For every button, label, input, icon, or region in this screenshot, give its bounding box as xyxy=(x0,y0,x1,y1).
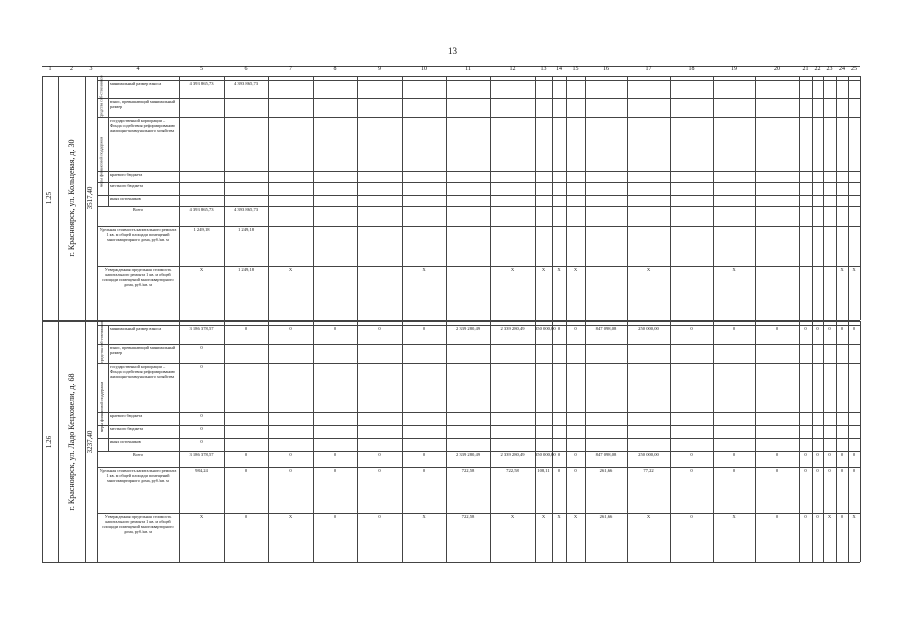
column-number: 12 xyxy=(509,66,516,72)
table-cell: 261,66 xyxy=(599,514,613,519)
rule-line xyxy=(670,76,671,320)
group-own-funds: средства соб-ственников xyxy=(98,74,104,117)
table-cell: 1 249,18 xyxy=(237,227,255,232)
row-label: краевого бюджета xyxy=(110,172,143,177)
table-cell: X xyxy=(288,267,293,272)
rule-line xyxy=(85,76,86,320)
table-cell: 0 xyxy=(852,326,856,331)
row-label: минимальный размер взноса xyxy=(110,326,162,331)
rule-line xyxy=(42,66,860,67)
rule-line xyxy=(97,117,860,118)
table-cell: 0 xyxy=(852,452,856,457)
table-cell: X xyxy=(199,514,204,519)
rule-line xyxy=(179,321,180,562)
column-number: 19 xyxy=(731,66,737,72)
rule-line xyxy=(108,325,109,451)
table-cell: X xyxy=(852,514,856,519)
table-cell: 0 xyxy=(574,452,577,457)
rule-line xyxy=(224,76,225,320)
rule-line xyxy=(97,117,108,118)
table-cell: 77,22 xyxy=(643,468,654,473)
table-cell: 722,58 xyxy=(461,514,475,519)
rule-line xyxy=(97,182,860,183)
row-label: местного бюджета xyxy=(110,183,144,188)
table-cell: 847 098,08 xyxy=(595,452,617,457)
column-number: 9 xyxy=(378,66,381,72)
table-cell: 3 186 378,57 xyxy=(189,452,214,457)
column-number: 7 xyxy=(289,66,292,72)
table-cell: X xyxy=(840,267,844,272)
rule-line xyxy=(97,80,860,81)
rule-line xyxy=(848,76,849,320)
table-cell: 0 xyxy=(422,468,426,473)
table-cell: 0 xyxy=(775,326,779,331)
table-cell: 1 249,18 xyxy=(193,227,210,232)
rule-line xyxy=(755,321,756,562)
table-cell: 250 000,00 xyxy=(638,452,659,457)
table-cell: 0 xyxy=(804,514,807,519)
table-cell: 2 339 280,49 xyxy=(455,452,481,457)
table-cell: 2 339 280,49 xyxy=(500,326,525,331)
rule-line xyxy=(97,206,860,207)
rule-line xyxy=(97,363,108,364)
table-cell: 1 249,18 xyxy=(237,267,255,272)
row-label: взнос, превышающий минимальный размер xyxy=(110,345,176,355)
page-number: 13 xyxy=(448,46,457,56)
table-cell: X xyxy=(510,267,515,272)
column-number: 2 xyxy=(70,66,73,72)
table-cell: 0 xyxy=(816,468,819,473)
rule-line xyxy=(799,76,800,320)
rule-line xyxy=(755,76,756,320)
table-cell: X xyxy=(573,267,578,272)
table-cell: 0 xyxy=(690,452,693,457)
table-cell: 0 xyxy=(804,452,807,457)
table-cell: 0 xyxy=(557,326,561,331)
rule-line xyxy=(58,321,59,562)
rule-line xyxy=(402,321,403,562)
table-cell: 0 xyxy=(775,452,779,457)
table-cell: X xyxy=(541,514,546,519)
table-cell: 0 xyxy=(200,426,203,431)
column-number: 23 xyxy=(826,66,833,72)
rule-line xyxy=(108,80,109,206)
table-cell: 350 000,00 xyxy=(535,452,556,457)
table-cell: 0 xyxy=(816,452,819,457)
table-cell: 0 xyxy=(244,468,248,473)
rule-line xyxy=(535,76,536,320)
column-number: 3 xyxy=(89,66,93,72)
table-cell: 250 000,00 xyxy=(638,326,659,331)
column-number: 21 xyxy=(802,66,809,72)
row-label: государственной корпорации – Фонда содействия реформированию жилищно-коммунального хозяйства xyxy=(110,364,175,379)
table-cell: X xyxy=(199,267,204,272)
table-cell: 0 xyxy=(816,514,819,519)
table-cell: 0 xyxy=(828,468,831,473)
rule-line xyxy=(552,321,553,562)
table-cell: 0 xyxy=(852,468,856,473)
column-number: 18 xyxy=(688,66,695,72)
table-cell: 0 xyxy=(333,514,337,519)
table-cell: X xyxy=(557,514,561,519)
table-cell: 0 xyxy=(840,514,844,519)
column-number: 22 xyxy=(814,66,821,72)
table-cell: 0 xyxy=(333,452,337,457)
table-cell: 350 000,00 xyxy=(535,326,556,331)
house-address: г. Красноярск, ул. Ладо Кецховели, д. 68 xyxy=(66,373,76,510)
table-cell: 0 xyxy=(816,326,819,331)
rule-line xyxy=(42,562,860,563)
row-number: 1.26 xyxy=(45,435,53,448)
rule-line xyxy=(490,321,491,562)
rule-line xyxy=(713,321,714,562)
table-cell: 0 xyxy=(378,468,381,473)
rule-line xyxy=(823,76,824,320)
row-label: Утвержденная предельная стоимость капитального ремонта 1 кв. м общей площади помещений многоквартирного дома, руб./кв. м xyxy=(102,514,174,534)
rule-line xyxy=(97,320,860,321)
row-label: Всего xyxy=(132,452,144,457)
rule-line xyxy=(97,412,860,413)
column-number: 10 xyxy=(421,66,427,72)
rule-line xyxy=(836,76,837,320)
table-cell: 4 393 865,73 xyxy=(189,81,214,86)
table-cell: 0 xyxy=(804,326,807,331)
column-number: 6 xyxy=(244,66,248,72)
rule-line xyxy=(97,344,860,345)
table-cell: 0 xyxy=(289,468,292,473)
rule-line xyxy=(670,321,671,562)
table-cell: 0 xyxy=(690,326,693,331)
rule-line xyxy=(402,76,403,320)
column-number: 1 xyxy=(48,66,52,72)
table-cell: 0 xyxy=(378,452,381,457)
table-cell: X xyxy=(541,267,546,272)
column-number: 15 xyxy=(572,66,579,72)
rule-line xyxy=(268,76,269,320)
table-cell: 0 xyxy=(422,452,426,457)
table-cell: X xyxy=(646,267,651,272)
row-label: Удельная стоимость капитального ремонта 1 кв. м общей площади помещений многоквартирного дома, руб./кв. м xyxy=(99,227,177,242)
column-number: 14 xyxy=(556,66,562,72)
rule-line xyxy=(585,321,586,562)
rule-line xyxy=(97,321,98,562)
rule-line xyxy=(42,76,860,77)
table-cell: X xyxy=(827,514,832,519)
table-cell: 2 339 280,49 xyxy=(500,452,525,457)
table-cell: 0 xyxy=(244,452,248,457)
column-number: 25 xyxy=(851,66,857,72)
table-cell: 0 xyxy=(840,326,844,331)
table-cell: 0 xyxy=(840,452,844,457)
table-cell: 0 xyxy=(690,468,693,473)
rule-line xyxy=(535,321,536,562)
table-cell: 0 xyxy=(289,452,292,457)
rule-line xyxy=(42,321,43,562)
rule-line xyxy=(566,76,567,320)
rule-line xyxy=(860,321,861,562)
rule-line xyxy=(627,321,628,562)
table-cell: 0 xyxy=(775,468,779,473)
rule-line xyxy=(313,76,314,320)
table-cell: 4 393 865,73 xyxy=(233,207,259,212)
table-cell: 2 339 280,49 xyxy=(455,326,481,331)
rule-line xyxy=(812,76,813,320)
table-cell: 847 098,08 xyxy=(595,326,617,331)
group-support: меры финансовой поддержки xyxy=(98,381,104,433)
table-cell: 0 xyxy=(378,514,381,519)
rule-line xyxy=(42,320,860,321)
rule-line xyxy=(97,451,860,452)
column-number: 11 xyxy=(465,66,471,72)
rule-line xyxy=(97,438,860,439)
table-cell: 0 xyxy=(574,326,577,331)
table-cell: X xyxy=(852,267,856,272)
table-cell: 0 xyxy=(690,514,693,519)
table-cell: 4 393 865,73 xyxy=(233,81,259,86)
table-cell: 0 xyxy=(289,326,292,331)
rule-line xyxy=(823,321,824,562)
row-label: местного бюджета xyxy=(110,426,144,431)
column-number: 17 xyxy=(645,66,652,72)
column-number: 5 xyxy=(200,66,203,72)
table-cell: 984,24 xyxy=(195,468,208,473)
table-cell: X xyxy=(732,514,736,519)
table-cell: 0 xyxy=(200,345,203,350)
rule-line xyxy=(812,321,813,562)
table-cell: 0 xyxy=(333,326,337,331)
table-cell: 0 xyxy=(422,326,426,331)
row-label: иных источников xyxy=(110,439,141,444)
rule-line xyxy=(313,321,314,562)
rule-line xyxy=(860,76,861,320)
table-cell: X xyxy=(557,267,561,272)
rule-line xyxy=(357,321,358,562)
rule-line xyxy=(713,76,714,320)
rule-line xyxy=(268,321,269,562)
table-cell: 0 xyxy=(804,468,807,473)
rule-line xyxy=(446,321,447,562)
rule-line xyxy=(490,76,491,320)
table-cell: 722,58 xyxy=(506,468,519,473)
group-own-funds: средства соб-ственников xyxy=(98,320,104,363)
table-cell: 0 xyxy=(557,468,561,473)
rule-line xyxy=(848,321,849,562)
rule-line xyxy=(97,226,860,227)
table-cell: 0 xyxy=(244,326,248,331)
rule-line xyxy=(97,325,860,326)
rule-line xyxy=(97,195,860,196)
row-label: минимальный размер взноса xyxy=(110,81,162,86)
row-label: Удельная стоимость капитального ремонта 1 кв. м общей площади помещений многоквартирного дома, руб./кв. м xyxy=(99,468,177,483)
row-label: Всего xyxy=(132,207,144,212)
rule-line xyxy=(224,321,225,562)
row-number: 1.25 xyxy=(45,191,53,205)
rule-line xyxy=(42,76,860,77)
group-support: меры финансовой поддержки xyxy=(98,136,104,187)
table-cell: 0 xyxy=(732,452,736,457)
table-cell: 108,11 xyxy=(537,468,550,473)
rule-line xyxy=(97,562,860,563)
table-cell: X xyxy=(422,514,426,519)
table-cell: 0 xyxy=(828,452,831,457)
rule-line xyxy=(97,171,860,172)
rule-line xyxy=(552,76,553,320)
rule-line xyxy=(97,513,860,514)
rule-line xyxy=(42,76,43,320)
table-cell: 0 xyxy=(200,364,203,369)
table-cell: X xyxy=(646,514,651,519)
house-area: 3517,40 xyxy=(86,186,94,210)
rule-line xyxy=(97,467,860,468)
rule-line xyxy=(799,321,800,562)
table-cell: 0 xyxy=(333,468,337,473)
column-number: 16 xyxy=(603,66,609,72)
rule-line xyxy=(97,425,860,426)
table-cell: 0 xyxy=(828,326,831,331)
rule-line xyxy=(97,98,860,99)
table-cell: X xyxy=(573,514,578,519)
row-label: взнос, превышающий минимальный размер xyxy=(110,99,176,109)
rule-line xyxy=(836,321,837,562)
table-cell: X xyxy=(510,514,515,519)
row-label: иных источников xyxy=(110,196,141,201)
table-cell: 0 xyxy=(200,413,203,418)
rule-line xyxy=(97,266,860,267)
column-number: 24 xyxy=(839,66,845,72)
rule-line xyxy=(357,76,358,320)
table-cell: 0 xyxy=(840,468,844,473)
column-number: 4 xyxy=(136,66,140,72)
column-number: 13 xyxy=(540,66,547,72)
column-number: 8 xyxy=(333,66,337,72)
rule-line xyxy=(42,321,860,322)
house-address: г. Красноярск, ул. Кольцевая, д. 30 xyxy=(66,139,76,257)
table-cell: 722,58 xyxy=(461,468,475,473)
table-cell: X xyxy=(288,514,293,519)
table-cell: 0 xyxy=(244,514,248,519)
table-cell: 0 xyxy=(557,452,561,457)
table-cell: 0 xyxy=(378,326,381,331)
table-cell: 0 xyxy=(732,468,736,473)
rule-line xyxy=(446,76,447,320)
table-cell: 3 186 378,57 xyxy=(189,326,214,331)
rule-line xyxy=(58,76,59,320)
rule-line xyxy=(97,76,98,320)
table-cell: 261,66 xyxy=(599,468,613,473)
table-cell: 4 393 865,73 xyxy=(189,207,214,212)
table-cell: X xyxy=(732,267,736,272)
rule-line xyxy=(97,363,860,364)
rule-line xyxy=(585,76,586,320)
row-label: государственной корпорации – Фонда содействия реформированию жилищно-коммунального хозяйства xyxy=(110,118,175,133)
row-label: Утвержденная предельная стоимость капитального ремонта 1 кв. м общей площади помещений многоквартирного дома, руб./кв. м xyxy=(102,267,174,287)
rule-line xyxy=(85,321,86,562)
rule-line xyxy=(627,76,628,320)
column-number: 20 xyxy=(774,66,780,72)
table-cell: 0 xyxy=(574,468,577,473)
house-area: 3237,40 xyxy=(86,430,94,453)
table-cell: 0 xyxy=(200,439,203,444)
rule-line xyxy=(566,321,567,562)
table-cell: X xyxy=(422,267,426,272)
rule-line xyxy=(179,76,180,320)
row-label: краевого бюджета xyxy=(110,413,143,418)
table-cell: 0 xyxy=(775,514,779,519)
table-cell: 0 xyxy=(732,326,736,331)
